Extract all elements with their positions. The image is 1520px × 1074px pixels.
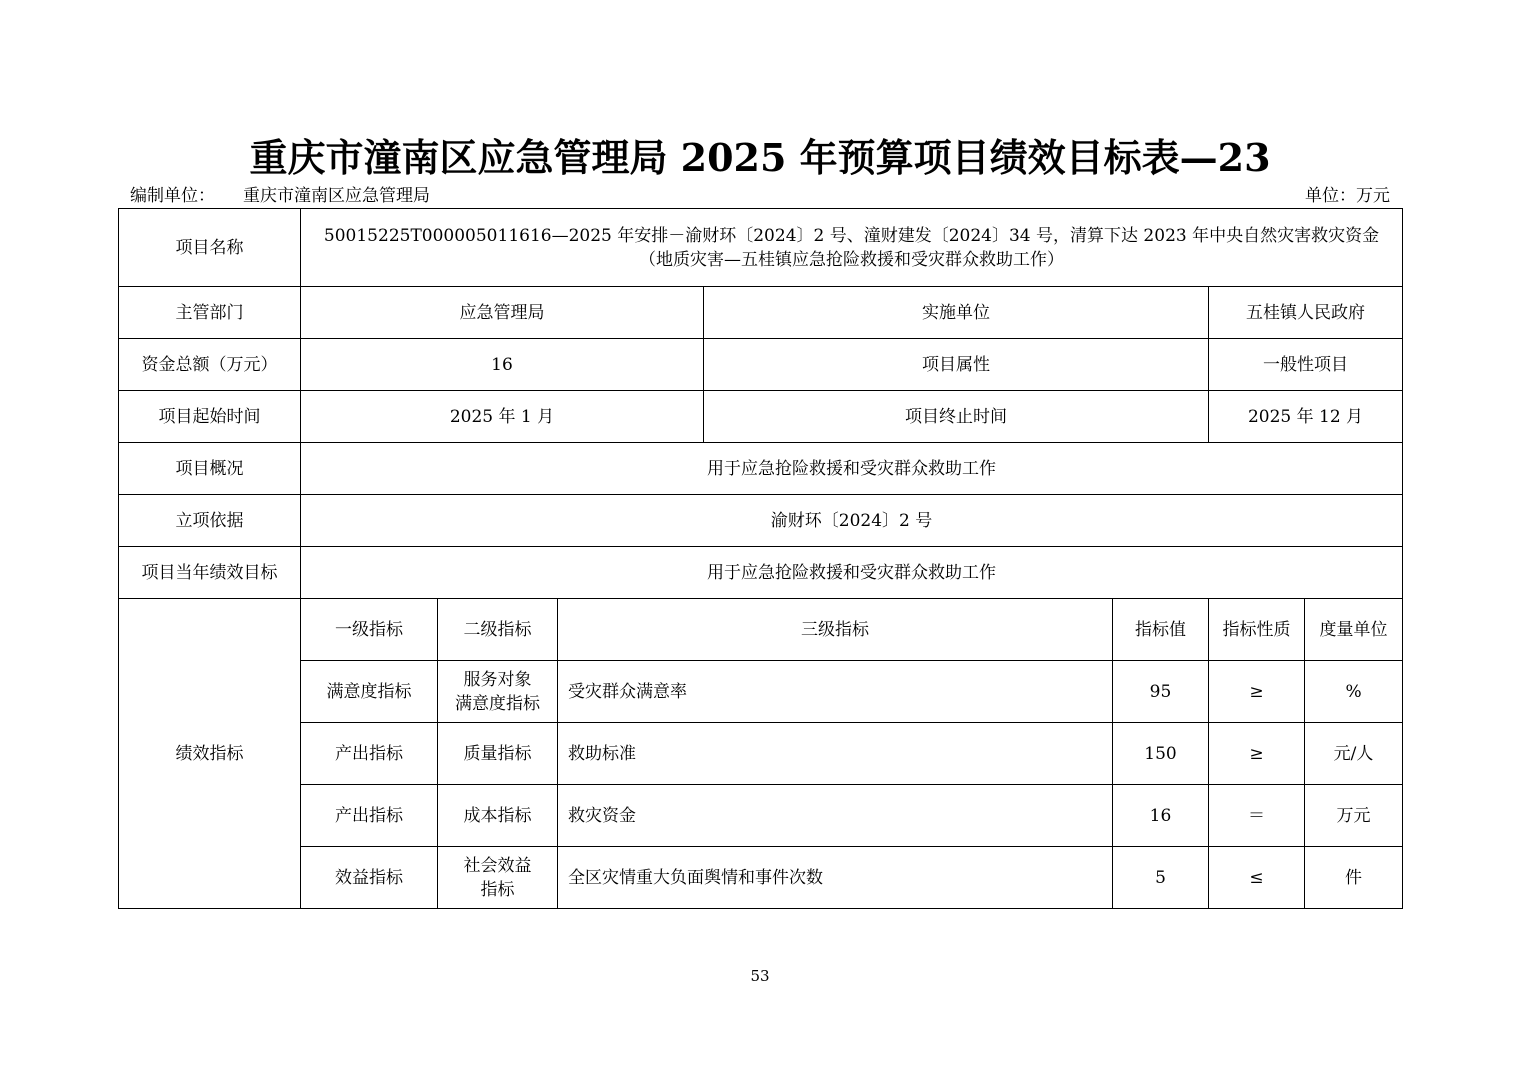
indicator-nature: ≥ bbox=[1209, 723, 1305, 785]
project-name-line2: （地质灾害—五桂镇应急抢险救援和受灾群众救助工作） bbox=[639, 249, 1065, 270]
indicators-section-label: 绩效指标 bbox=[119, 599, 301, 909]
impl-value: 五桂镇人民政府 bbox=[1209, 287, 1403, 339]
end-value: 2025 年 12 月 bbox=[1209, 391, 1403, 443]
table-row bbox=[119, 847, 1403, 909]
indicator-header-row bbox=[119, 599, 1403, 661]
indicator-level1: 产出指标 bbox=[301, 785, 438, 847]
project-name-value bbox=[301, 209, 1403, 287]
start-value: 2025 年 1 月 bbox=[301, 391, 704, 443]
goal-label: 项目当年绩效目标 bbox=[119, 547, 301, 599]
overview-value: 用于应急抢险救援和受灾群众救助工作 bbox=[301, 443, 1403, 495]
page-title: 重庆市潼南区应急管理局 2025 年预算项目绩效目标表—23 bbox=[249, 135, 1271, 180]
page-number: 53 bbox=[750, 967, 770, 985]
header-nature: 指标性质 bbox=[1209, 599, 1305, 661]
compiling-unit-label: 编制单位： bbox=[130, 186, 215, 206]
header-unit: 度量单位 bbox=[1305, 599, 1403, 661]
indicator-level2: 成本指标 bbox=[438, 785, 558, 847]
row-goal bbox=[119, 547, 1403, 599]
row-project-name bbox=[119, 209, 1403, 287]
indicator-level3: 救灾资金 bbox=[558, 785, 1113, 847]
indicator-level2-line1: 社会效益 bbox=[463, 855, 532, 876]
header-value: 指标值 bbox=[1113, 599, 1209, 661]
indicator-value: 150 bbox=[1113, 723, 1209, 785]
indicator-unit: % bbox=[1305, 661, 1403, 723]
indicator-unit: 件 bbox=[1305, 847, 1403, 909]
compiling-unit bbox=[130, 184, 430, 208]
attr-label: 项目属性 bbox=[704, 339, 1209, 391]
header-level3: 三级指标 bbox=[558, 599, 1113, 661]
indicator-nature: ＝ bbox=[1209, 785, 1305, 847]
end-label: 项目终止时间 bbox=[704, 391, 1209, 443]
goal-value: 用于应急抢险救援和受灾群众救助工作 bbox=[301, 547, 1403, 599]
compiling-unit-value: 重庆市潼南区应急管理局 bbox=[243, 186, 430, 206]
attr-value: 一般性项目 bbox=[1209, 339, 1403, 391]
indicator-level2-line1: 服务对象 bbox=[463, 669, 532, 690]
indicator-level2-line2: 指标 bbox=[480, 879, 515, 900]
performance-table bbox=[118, 208, 1403, 909]
basis-label: 立项依据 bbox=[119, 495, 301, 547]
indicator-nature: ≤ bbox=[1209, 847, 1305, 909]
indicator-level3: 救助标准 bbox=[558, 723, 1113, 785]
indicator-level1: 满意度指标 bbox=[301, 661, 438, 723]
row-time bbox=[119, 391, 1403, 443]
start-label: 项目起始时间 bbox=[119, 391, 301, 443]
indicator-unit: 万元 bbox=[1305, 785, 1403, 847]
indicator-value: 16 bbox=[1113, 785, 1209, 847]
indicator-level3: 全区灾情重大负面舆情和事件次数 bbox=[558, 847, 1113, 909]
project-name-label: 项目名称 bbox=[119, 209, 301, 287]
indicator-level1: 产出指标 bbox=[301, 723, 438, 785]
row-basis bbox=[119, 495, 1403, 547]
table-row bbox=[119, 785, 1403, 847]
table-row bbox=[119, 723, 1403, 785]
header-level1: 一级指标 bbox=[301, 599, 438, 661]
dept-value: 应急管理局 bbox=[301, 287, 704, 339]
row-overview bbox=[119, 443, 1403, 495]
fund-value: 16 bbox=[301, 339, 704, 391]
table-row bbox=[119, 661, 1403, 723]
indicator-unit: 元/人 bbox=[1305, 723, 1403, 785]
overview-label: 项目概况 bbox=[119, 443, 301, 495]
row-fund bbox=[119, 339, 1403, 391]
indicator-level1: 效益指标 bbox=[301, 847, 438, 909]
row-department bbox=[119, 287, 1403, 339]
indicator-value: 95 bbox=[1113, 661, 1209, 723]
indicator-level2 bbox=[438, 661, 558, 723]
impl-label: 实施单位 bbox=[704, 287, 1209, 339]
indicator-level3: 受灾群众满意率 bbox=[558, 661, 1113, 723]
indicator-level2-line2: 满意度指标 bbox=[455, 693, 540, 714]
dept-label: 主管部门 bbox=[119, 287, 301, 339]
header-level2: 二级指标 bbox=[438, 599, 558, 661]
basis-value: 渝财环〔2024〕2 号 bbox=[301, 495, 1403, 547]
project-name-line1: 50015225T000005011616—2025 年安排－渝财环〔2024〕2 号、潼财建发〔2024〕34 号，清算下达 2023 年中央自然灾害救灾资金 bbox=[323, 225, 1380, 246]
fund-label: 资金总额（万元） bbox=[119, 339, 301, 391]
currency-unit: 单位：万元 bbox=[1305, 186, 1390, 206]
indicator-nature: ≥ bbox=[1209, 661, 1305, 723]
indicator-value: 5 bbox=[1113, 847, 1209, 909]
indicator-level2 bbox=[438, 847, 558, 909]
indicator-level2: 质量指标 bbox=[438, 723, 558, 785]
